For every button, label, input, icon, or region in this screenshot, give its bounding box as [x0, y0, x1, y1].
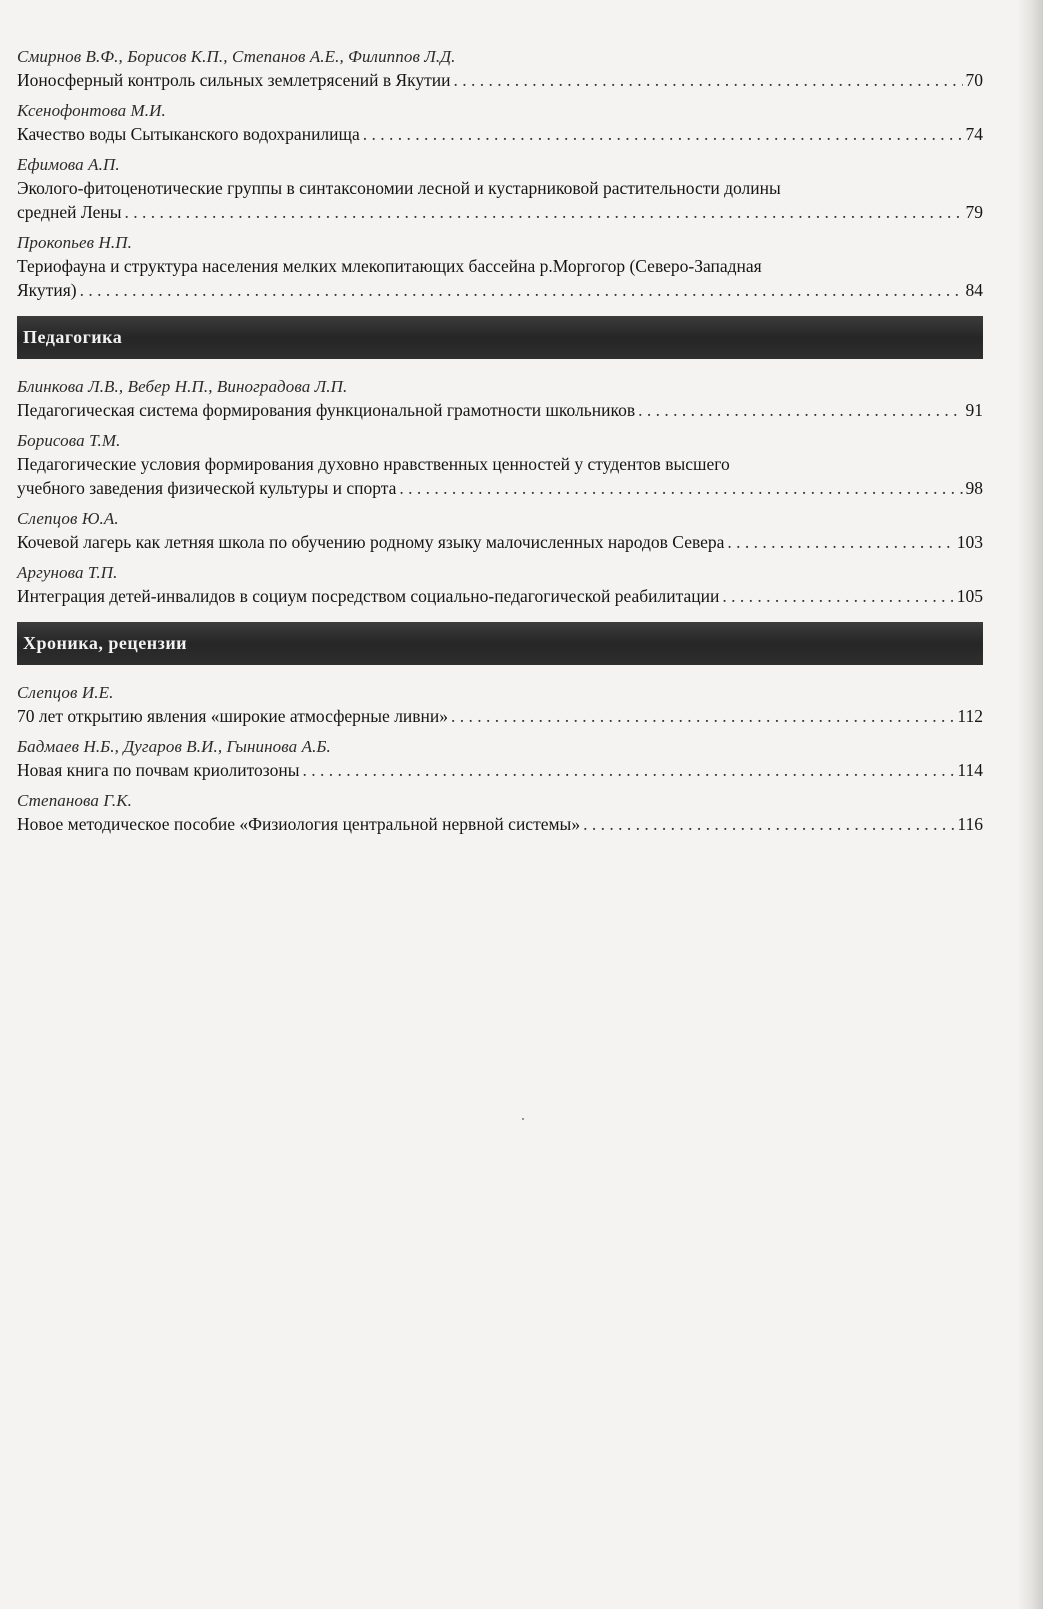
entry-page-number: 103	[956, 532, 983, 552]
entry-authors: Блинкова Л.В., Вебер Н.П., Виноградова Л.П.	[17, 377, 348, 396]
entry-page-number: 116	[957, 814, 983, 834]
entry-authors: Прокопьев Н.П.	[17, 233, 132, 252]
table-of-contents	[17, 46, 983, 844]
section-header	[17, 316, 983, 359]
entry-title: Интеграция детей-инвалидов в социум посредством социально-педагогической реабилитации	[17, 586, 720, 606]
entry-page-number: 74	[965, 124, 983, 144]
entry-title-line	[17, 68, 983, 92]
toc-entry[interactable]	[17, 46, 983, 92]
entry-title: Новое методическое пособие «Физиология центральной нервной системы»	[17, 814, 581, 834]
dot-leader	[454, 68, 963, 92]
page-edge	[1017, 0, 1043, 1609]
entry-title: 70 лет открытию явления «широкие атмосферные ливни»	[17, 706, 449, 726]
entry-title-line	[17, 398, 983, 422]
entry-authors: Бадмаев Н.Б., Дугаров В.И., Гынинова А.Б.	[17, 737, 331, 756]
toc-entry[interactable]	[17, 376, 983, 422]
toc-entry[interactable]	[17, 100, 983, 146]
toc-entry[interactable]	[17, 508, 983, 554]
toc-section-continuation	[17, 46, 983, 302]
dot-leader	[302, 758, 954, 782]
entry-page-number: 84	[965, 280, 983, 300]
dot-leader	[638, 398, 962, 422]
dot-leader	[399, 476, 962, 500]
entry-title: Якутия)	[17, 280, 77, 300]
toc-entry[interactable]	[17, 154, 983, 224]
entry-page-number: 91	[965, 400, 983, 420]
section-header-label: Педагогика	[23, 327, 123, 347]
entry-title-line	[17, 584, 983, 608]
dot-leader	[722, 584, 953, 608]
entry-title-line	[17, 122, 983, 146]
toc-entry[interactable]	[17, 736, 983, 782]
entry-title-first-line: Эколого-фитоценотические группы в синтаксономии лесной и кустарниковой растительности долины	[17, 178, 781, 198]
entry-title-line	[17, 200, 983, 224]
scan-speck	[522, 1118, 524, 1120]
entry-page-number: 112	[957, 706, 983, 726]
entry-page-number: 70	[965, 70, 983, 90]
entry-title: Педагогическая система формирования функциональной грамотности школьников	[17, 400, 636, 420]
entry-page-number: 105	[956, 586, 983, 606]
entry-title-line	[17, 530, 983, 554]
dot-leader	[363, 122, 963, 146]
dot-leader	[80, 278, 963, 302]
toc-entry[interactable]	[17, 562, 983, 608]
section-header-label: Хроника, рецензии	[23, 633, 188, 653]
entry-authors: Слепцов И.Е.	[17, 683, 114, 702]
entry-title-line	[17, 812, 983, 836]
entry-title: Ионосферный контроль сильных землетрясений в Якутии	[17, 70, 451, 90]
toc-entry[interactable]	[17, 682, 983, 728]
entry-title: Качество воды Сытыканского водохранилища	[17, 124, 360, 144]
dot-leader	[583, 812, 954, 836]
entry-title-line	[17, 758, 983, 782]
entry-authors: Ефимова А.П.	[17, 155, 120, 174]
section-header	[17, 622, 983, 665]
entry-authors: Борисова Т.М.	[17, 431, 121, 450]
entry-authors: Аргунова Т.П.	[17, 563, 118, 582]
entry-title-first-line: Педагогические условия формирования духовно нравственных ценностей у студентов высшего	[17, 454, 730, 474]
toc-section-pedagogy	[17, 316, 983, 608]
toc-entry[interactable]	[17, 430, 983, 500]
entry-title: Новая книга по почвам криолитозоны	[17, 760, 300, 780]
entry-authors: Степанова Г.К.	[17, 791, 132, 810]
entry-title-line	[17, 278, 983, 302]
dot-leader	[727, 530, 953, 554]
entry-title: Кочевой лагерь как летняя школа по обучению родному языку малочисленных народов Севера	[17, 532, 725, 552]
entry-authors: Смирнов В.Ф., Борисов К.П., Степанов А.Е., Филиппов Л.Д.	[17, 47, 456, 66]
entry-page-number: 79	[965, 202, 983, 222]
entry-title-line	[17, 704, 983, 728]
entry-page-number: 114	[957, 760, 983, 780]
dot-leader	[451, 704, 954, 728]
entry-title: средней Лены	[17, 202, 122, 222]
entry-authors: Ксенофонтова М.И.	[17, 101, 166, 120]
entry-title-first-line: Териофауна и структура населения мелких млекопитающих бассейна р.Моргогор (Северо-Западная	[17, 256, 762, 276]
entry-title-line	[17, 476, 983, 500]
entry-page-number: 98	[965, 478, 983, 498]
entry-title: учебного заведения физической культуры и спорта	[17, 478, 397, 498]
entry-authors: Слепцов Ю.А.	[17, 509, 119, 528]
toc-section-chronicle-reviews	[17, 622, 983, 836]
toc-entry[interactable]	[17, 790, 983, 836]
dot-leader	[124, 200, 962, 224]
toc-entry[interactable]	[17, 232, 983, 302]
